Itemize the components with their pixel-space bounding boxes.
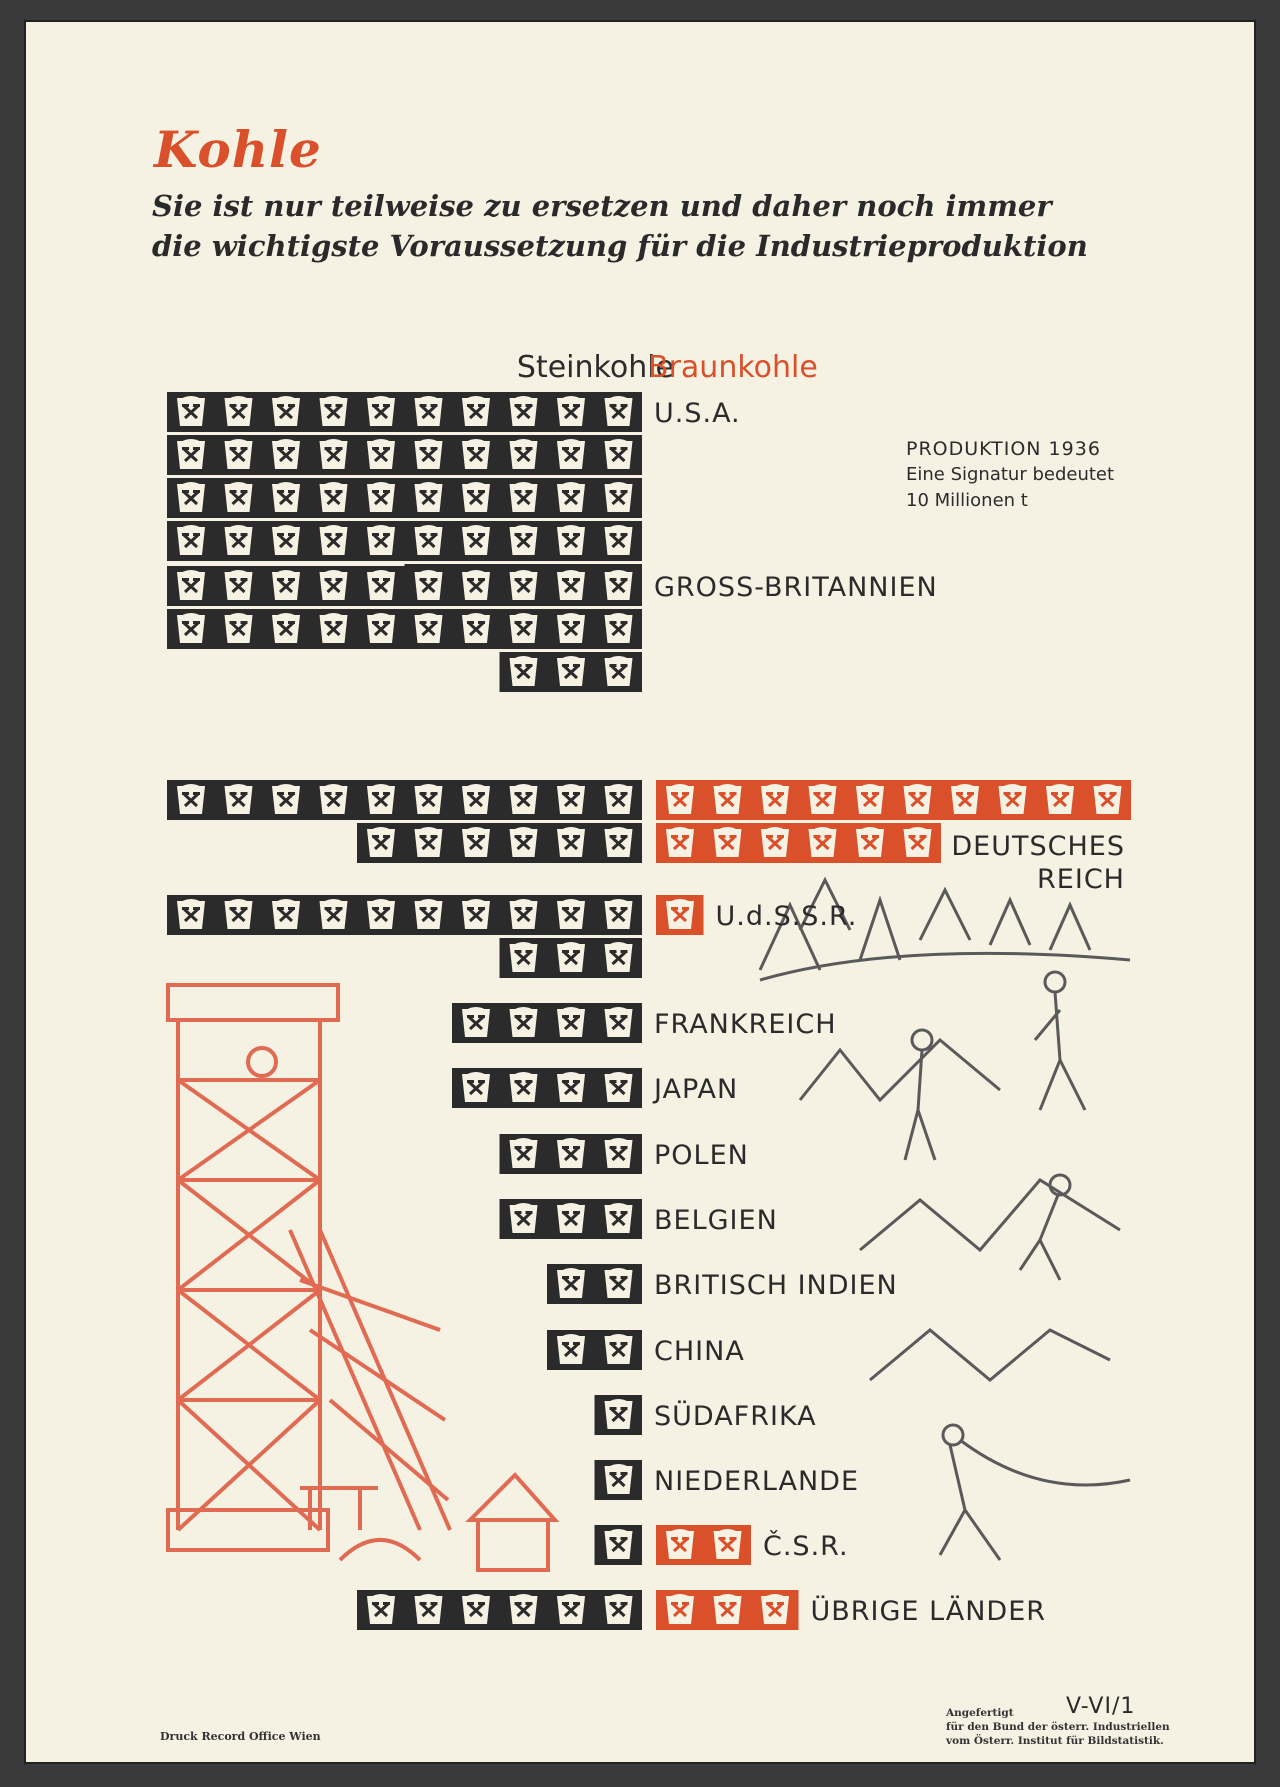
coal-cart-icon	[510, 785, 538, 814]
label-belgien: BELGIEN	[654, 1205, 778, 1236]
coal-cart-icon	[999, 785, 1027, 814]
coal-cart-icon	[225, 900, 253, 929]
coal-cart-icon	[510, 614, 538, 643]
coal-cart-icon	[557, 943, 585, 972]
coal-cart-icon	[557, 785, 585, 814]
coal-cart-icon	[510, 1008, 538, 1037]
coal-cart-icon	[367, 614, 395, 643]
coal-cart-icon	[904, 785, 932, 814]
bar-steinkohle-niederlande	[595, 1460, 643, 1500]
coal-cart-icon	[415, 785, 443, 814]
bar-steinkohle-britisch-indien	[547, 1264, 642, 1304]
coal-cart-icon	[415, 483, 443, 512]
coal-cart-icon	[761, 828, 789, 857]
coal-cart-icon	[415, 900, 443, 929]
coal-cart-icon	[605, 483, 633, 512]
coal-cart-icon	[462, 828, 490, 857]
coal-cart-icon	[462, 1595, 490, 1624]
label-südafrika: SÜDAFRIKA	[654, 1401, 817, 1432]
bar-steinkohle-u-s-a	[167, 478, 642, 518]
info-line-2: 10 Millionen t	[906, 490, 1028, 511]
coal-cart-icon	[415, 828, 443, 857]
label-polen: POLEN	[654, 1140, 749, 1171]
coal-cart-icon	[605, 1073, 633, 1102]
coal-cart-icon	[462, 483, 490, 512]
bar-steinkohle-č-s-r	[595, 1525, 643, 1565]
bar-braunkohle-deutsches-reich	[656, 780, 1131, 820]
coal-cart-icon	[415, 571, 443, 600]
coal-cart-icon	[761, 1595, 789, 1624]
coal-cart-icon	[320, 526, 348, 555]
coal-cart-icon	[666, 828, 694, 857]
coal-cart-icon	[557, 1139, 585, 1168]
coal-cart-icon	[557, 1204, 585, 1233]
coal-cart-icon	[557, 828, 585, 857]
coal-cart-icon	[510, 900, 538, 929]
coal-cart-icon	[177, 483, 205, 512]
coal-cart-icon	[462, 614, 490, 643]
coal-cart-icon	[557, 900, 585, 929]
bar-steinkohle-frankreich	[452, 1003, 642, 1043]
coal-cart-icon	[605, 571, 633, 600]
coal-cart-icon	[510, 440, 538, 469]
coal-cart-icon	[557, 440, 585, 469]
coal-cart-icon	[462, 526, 490, 555]
coal-cart-icon	[177, 526, 205, 555]
coal-cart-icon	[605, 397, 633, 426]
bar-steinkohle-japan	[452, 1068, 642, 1108]
coal-cart-icon	[272, 440, 300, 469]
label-britisch-indien: BRITISCH INDIEN	[654, 1270, 898, 1301]
label-č-s-r: Č.S.R.	[763, 1531, 849, 1562]
credit-line-1: Angefertigt	[946, 1707, 1014, 1719]
bar-steinkohle-belgien	[500, 1199, 643, 1239]
bar-steinkohle-übrige-länder	[357, 1590, 642, 1630]
coal-cart-icon	[605, 1465, 633, 1494]
credit-line-2: für den Bund der österr. Industriellen	[946, 1721, 1170, 1733]
coal-cart-icon	[320, 440, 348, 469]
label-china: CHINA	[654, 1336, 745, 1367]
coal-cart-icon	[272, 483, 300, 512]
coal-cart-icon	[462, 440, 490, 469]
coal-cart-icon	[856, 828, 884, 857]
coal-cart-icon	[177, 571, 205, 600]
coal-cart-icon	[557, 614, 585, 643]
bar-steinkohle-gross-britannien	[167, 566, 642, 606]
coal-cart-icon	[462, 571, 490, 600]
coal-cart-icon	[510, 571, 538, 600]
country-labels	[652, 398, 1125, 1627]
label-frankreich: FRANKREICH	[654, 1009, 837, 1040]
coal-cart-icon	[272, 526, 300, 555]
bar-steinkohle-u-d-s-s-r	[500, 938, 643, 978]
coal-cart-icon	[605, 1139, 633, 1168]
coal-cart-icon	[605, 657, 633, 686]
coal-cart-icon	[557, 1073, 585, 1102]
label-u-s-a: U.S.A.	[654, 398, 741, 429]
coal-cart-icon	[809, 828, 837, 857]
coal-cart-icon	[367, 828, 395, 857]
coal-cart-icon	[605, 900, 633, 929]
coal-cart-icon	[462, 397, 490, 426]
bar-steinkohle-südafrika	[595, 1395, 643, 1435]
coal-cart-icon	[177, 440, 205, 469]
coal-cart-icon	[177, 614, 205, 643]
coal-cart-icon	[605, 1335, 633, 1364]
label-gross-britannien: GROSS-BRITANNIEN	[654, 572, 938, 603]
coal-cart-icon	[225, 397, 253, 426]
coal-cart-icon	[272, 900, 300, 929]
coal-cart-icon	[666, 1595, 694, 1624]
coal-cart-icon	[415, 526, 443, 555]
coal-cart-icon	[367, 571, 395, 600]
coal-cart-icon	[177, 397, 205, 426]
info-line-1: Eine Signatur bedeutet	[906, 464, 1115, 485]
coal-cart-icon	[177, 785, 205, 814]
coal-cart-icon	[320, 571, 348, 600]
coal-cart-icon	[320, 900, 348, 929]
coal-cart-icon	[225, 483, 253, 512]
coal-cart-icon	[510, 943, 538, 972]
coal-cart-icon	[856, 785, 884, 814]
coal-cart-icon	[510, 1073, 538, 1102]
legend-brown-coal: Braunkohle	[648, 350, 818, 385]
coal-cart-icon	[557, 657, 585, 686]
coal-cart-icon	[415, 614, 443, 643]
coal-cart-icon	[510, 483, 538, 512]
coal-cart-icon	[714, 1595, 742, 1624]
bar-braunkohle-übrige-länder	[656, 1590, 799, 1630]
coal-cart-icon	[605, 440, 633, 469]
coal-cart-icon	[367, 900, 395, 929]
credit-line-3: vom Österr. Institut für Bildstatistik.	[946, 1735, 1164, 1747]
poster-title: Kohle	[154, 120, 322, 179]
coal-cart-icon	[1046, 785, 1074, 814]
coal-cart-icon	[462, 1008, 490, 1037]
coal-cart-icon	[272, 614, 300, 643]
bar-steinkohle-u-s-a	[167, 435, 642, 475]
coal-cart-icon	[320, 397, 348, 426]
coal-cart-icon	[510, 828, 538, 857]
coal-cart-icon	[225, 571, 253, 600]
coal-cart-icon	[225, 526, 253, 555]
bar-steinkohle-china	[547, 1330, 642, 1370]
coal-cart-icon	[272, 571, 300, 600]
bar-steinkohle-gross-britannien	[167, 609, 642, 649]
coal-cart-icon	[225, 440, 253, 469]
coal-cart-icon	[320, 785, 348, 814]
coal-cart-icon	[272, 785, 300, 814]
coal-cart-icon	[605, 1400, 633, 1429]
coal-cart-icon	[605, 943, 633, 972]
coal-cart-icon	[177, 900, 205, 929]
subtitle-line-2: die wichtigste Voraussetzung für die Industrieproduktion	[152, 229, 1088, 263]
coal-cart-icon	[510, 1139, 538, 1168]
bar-steinkohle-u-s-a	[167, 521, 642, 561]
coal-cart-icon	[809, 785, 837, 814]
coal-cart-icon	[462, 900, 490, 929]
coal-cart-icon	[320, 483, 348, 512]
coal-cart-icon	[367, 483, 395, 512]
coal-cart-icon	[605, 1204, 633, 1233]
coal-cart-icon	[367, 397, 395, 426]
coal-cart-icon	[605, 828, 633, 857]
coal-cart-icon	[666, 1530, 694, 1559]
coal-cart-icon	[605, 526, 633, 555]
info-heading: PRODUKTION 1936	[906, 438, 1101, 460]
coal-cart-icon	[714, 1530, 742, 1559]
coal-cart-icon	[666, 900, 694, 929]
coal-cart-icon	[557, 1595, 585, 1624]
label-übrige-länder: ÜBRIGE LÄNDER	[810, 1596, 1047, 1627]
coal-cart-icon	[510, 1204, 538, 1233]
coal-cart-icon	[557, 1335, 585, 1364]
coal-cart-icon	[605, 785, 633, 814]
coal-cart-icon	[557, 571, 585, 600]
coal-cart-icon	[605, 1269, 633, 1298]
bar-braunkohle-u-d-s-s-r	[656, 895, 704, 935]
bar-braunkohle-č-s-r	[656, 1525, 751, 1565]
coal-cart-icon	[605, 1008, 633, 1037]
miners-illustration	[760, 880, 1130, 1560]
coal-cart-icon	[557, 397, 585, 426]
coal-cart-icon	[367, 440, 395, 469]
subtitle-line-1: Sie ist nur teilweise zu ersetzen und daher noch immer	[152, 189, 1052, 223]
coal-cart-icon	[605, 1530, 633, 1559]
chart-code: V-VI/1	[1066, 1694, 1136, 1719]
coal-cart-icon	[462, 1073, 490, 1102]
coal-cart-icon	[510, 526, 538, 555]
coal-cart-icon	[510, 397, 538, 426]
coal-cart-icon	[557, 1269, 585, 1298]
coal-cart-icon	[557, 526, 585, 555]
coal-cart-icon	[666, 785, 694, 814]
coal-cart-icon	[1094, 785, 1122, 814]
coal-cart-icon	[225, 614, 253, 643]
coal-cart-icon	[904, 828, 932, 857]
label-japan: JAPAN	[654, 1074, 739, 1105]
bar-braunkohle-deutsches-reich	[656, 823, 941, 863]
coal-cart-icon	[367, 526, 395, 555]
bar-steinkohle-u-s-a	[167, 392, 642, 432]
label-niederlande: NIEDERLANDE	[654, 1466, 860, 1497]
coal-cart-icon	[272, 397, 300, 426]
coal-cart-icon	[225, 785, 253, 814]
coal-cart-icon	[510, 1595, 538, 1624]
coal-cart-icon	[320, 614, 348, 643]
coal-cart-icon	[557, 1008, 585, 1037]
coal-cart-icon	[462, 785, 490, 814]
bar-steinkohle-deutsches-reich	[357, 823, 642, 863]
pictogram-bars	[167, 392, 1131, 1630]
legend-hard-coal: Steinkohle	[516, 350, 674, 385]
coal-cart-icon	[415, 440, 443, 469]
coal-cart-icon	[605, 1595, 633, 1624]
coal-cart-icon	[761, 785, 789, 814]
printer-credit: Druck Record Office Wien	[160, 1730, 321, 1743]
bar-steinkohle-u-d-s-s-r	[167, 895, 642, 935]
bar-steinkohle-polen	[500, 1134, 643, 1174]
coal-cart-icon	[714, 785, 742, 814]
coal-cart-icon	[510, 657, 538, 686]
coal-cart-icon	[415, 397, 443, 426]
label-deutsches-reich: DEUTSCHES REICH	[951, 831, 1125, 895]
coal-cart-icon	[415, 1595, 443, 1624]
coal-cart-icon	[951, 785, 979, 814]
bar-steinkohle-deutsches-reich	[167, 780, 642, 820]
coal-cart-icon	[714, 828, 742, 857]
coal-cart-icon	[367, 1595, 395, 1624]
coal-cart-icon	[557, 483, 585, 512]
coal-cart-icon	[367, 785, 395, 814]
coal-cart-icon	[605, 614, 633, 643]
bar-steinkohle-gross-britannien	[500, 652, 643, 692]
label-u-d-s-s-r: U.d.S.S.R.	[715, 901, 858, 932]
